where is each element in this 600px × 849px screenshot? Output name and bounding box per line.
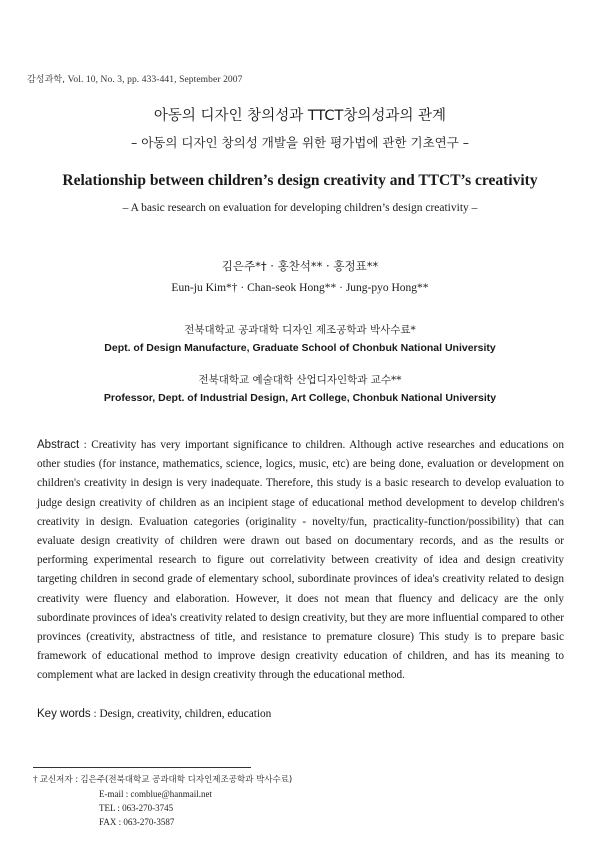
keywords-text: Design, creativity, children, education xyxy=(99,708,272,720)
journal-citation xyxy=(27,72,242,85)
abstract-text: Creativity has very important significance to children. Although active researches and educations on other studies (for instance, mathematics, science, logics, music, etc) are being done, evaluation or development on children's creativity in design is very inadequate. Therefore, this study is a basic research to develop evaluation to judge design creativity of children as an incipient stage of educational method development to develop children's creativity in design. Evaluation categories (originality - novelty/fun, practicality-function/possibility) that can evaluate design creativity of children were drawn out based on documentary records, and as the results or performing experimental research to figure out correlativity between creativity of idea and design creativity targeting children in second grade of elementary school, subordinate provinces of idea's creativity related to design creativity were fluency and elaboration. However, it does not mean that fluency and delicacy are the only subordinate provinces of idea's creativity related to design creativity, but they are more influential compared to other provinces (creativity, abstractness of title, and resistance to premature closure) This study is to prepare basic framework of educational method to improve design creativity education of children, and has its meaning to complement what are lacked in design creativity through the educational method. xyxy=(37,439,564,682)
subtitle-english: – A basic research on evaluation for developing children’s design creativity – xyxy=(122,202,478,214)
footnote-author: 김은주(전북대학교 공과대학 디자인제조공학과 박사수료) xyxy=(80,775,293,785)
affiliation-2-korean: 전북대학교 예술대학 산업디자인학과 교수** xyxy=(198,374,402,386)
footnote-email: E-mail : comblue@hanmail.net xyxy=(99,789,213,799)
affiliation-1-english: Dept. of Design Manufacture, Graduate School of Chonbuk National University xyxy=(104,342,496,354)
footnote-author-label: 교신저자 : xyxy=(39,775,79,785)
title-english: Relationship between children’s design creativity and TTCT’s creativity xyxy=(62,172,538,189)
keywords: Key words : Design, creativity, children, education xyxy=(37,708,272,720)
keywords-label: Key words xyxy=(37,708,91,720)
abstract-label: Abstract xyxy=(37,439,80,451)
footnote-tel: TEL : 063-270-3745 xyxy=(99,803,174,813)
footnote-marker: † xyxy=(33,774,38,784)
footnote xyxy=(33,772,292,829)
footnote-divider xyxy=(33,767,251,768)
authors-korean: 김은주*† · 홍찬석** · 홍정표** xyxy=(221,259,379,273)
affiliation-2-english: Professor, Dept. of Industrial Design, Art College, Chonbuk National University xyxy=(103,392,497,404)
subtitle-korean: – 아동의 디자인 창의성 개발을 위한 평가법에 관한 기초연구 – xyxy=(130,135,470,150)
authors-english: Eun-ju Kim*† · Chan-seok Hong** · Jung-pyo Hong** xyxy=(171,282,429,294)
title-korean: 아동의 디자인 창의성과 TTCT창의성과의 관계 xyxy=(153,108,447,124)
abstract: Abstract : Creativity has very important significance to children. Although active researches and educations on other studies (for instance, mathematics, science, logics, music, etc) are being done, evaluation or development on children's creativity in design is very inadequate. Therefore, this study is a basic research to develop evaluation to judge design creativity of children as an incipient stage of educational method development to develop children's creativity in design. Evaluation categories (originality - novelty/fun, practicality-function/possibility) that can evaluate design creativity of children were drawn out based on documentary records, and as the results or performing experimental research to figure out correlativity between creativity of idea and design creativity targeting children in second grade of elementary school, subordinate provinces of idea's creativity related to design creativity were fluency and elaboration. However, it does not mean that fluency and delicacy are the only subordinate provinces of idea's creativity related to design creativity, but they are more influential compared to other provinces (creativity, abstractness of title, and resistance to premature closure) This study is to prepare basic framework of educational method to improve design creativity education of children, and has its meaning to complement what are lacked in design creativity through the educational method. xyxy=(37,439,564,682)
journal-volume-info: Vol. 10, No. 3, pp. 433-441, September 2007 xyxy=(67,75,243,85)
affiliation-1-korean: 전북대학교 공과대학 디자인 제조공학과 박사수료* xyxy=(184,324,416,336)
journal-name: 감성과학, xyxy=(27,75,66,85)
footnote-fax: FAX : 063-270-3587 xyxy=(99,817,175,827)
